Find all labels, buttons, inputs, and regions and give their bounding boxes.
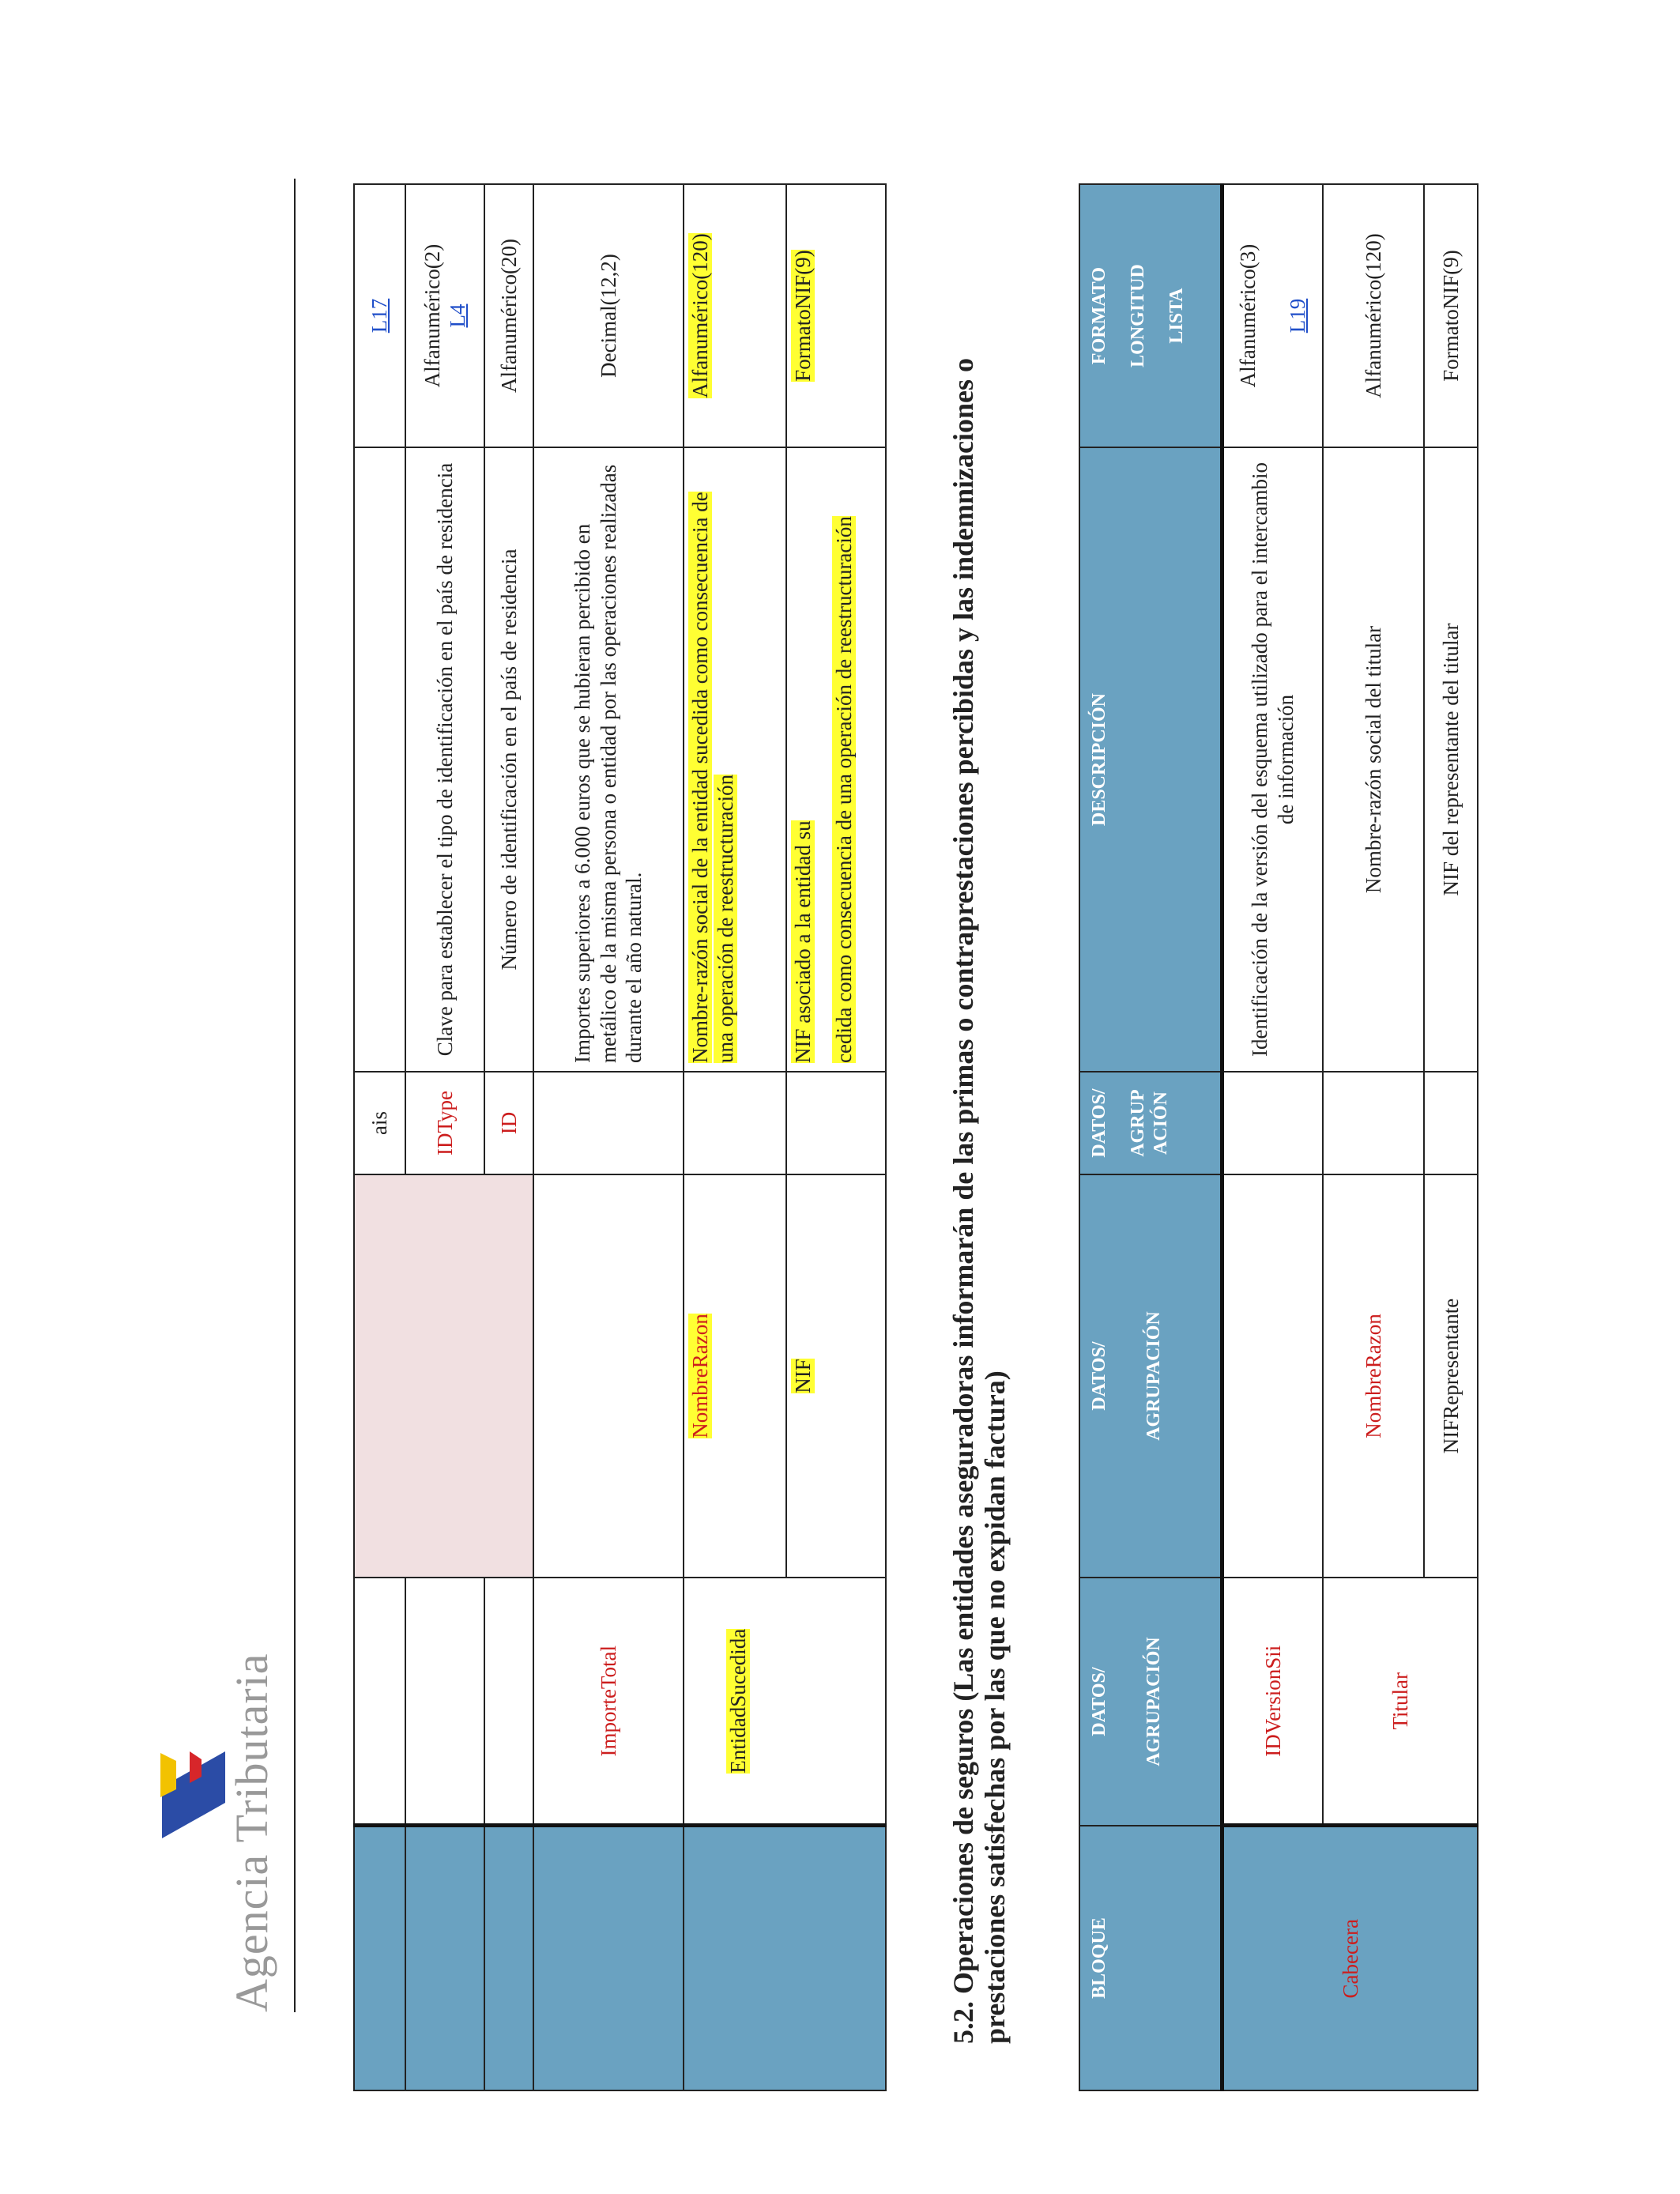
cell-idtype-desc: Clave para establecer el tipo de identificación en el país de residencia: [405, 447, 484, 1072]
continuation-table: [353, 183, 887, 2091]
link-l17[interactable]: L17: [367, 298, 392, 334]
table-row: [1222, 184, 1323, 2090]
agencia-tributaria-logo-icon: [154, 1744, 233, 1846]
table-row: [684, 184, 786, 2090]
cell-id: ID: [484, 1072, 533, 1174]
cell-idversionsii-desc: Identificación de la versión del esquema utilizado para el intercambio de información: [1222, 447, 1323, 1072]
header-datos-3: [1079, 1072, 1222, 1174]
header-formato-line3: LISTA: [1166, 288, 1187, 344]
table-row: [405, 184, 484, 2090]
cell-nombrerazon-titular-format: Alfanumérico(120): [1323, 184, 1424, 447]
cell-nombrerazon-desc: Nombre-razón social de la entidad sucedida como consecuencia de una operación de reestructuración: [688, 492, 738, 1063]
table-row: [354, 184, 405, 2090]
cell-ais: ais: [354, 1072, 405, 1174]
header-divider: [294, 179, 296, 2012]
section-title: 5.2. Operaciones de seguros (Las entidades aseguradoras informarán de las primas o contraprestaciones percibidas y las indemnizaciones o prestaciones satisfechas por las que no expidan factura): [947, 358, 1011, 2044]
cell-entidadsucedida: EntidadSucedida: [725, 1628, 750, 1774]
link-l19[interactable]: L19: [1285, 298, 1309, 334]
cell-nifrepresentante: NIFRepresentante: [1424, 1174, 1478, 1578]
cell-importetotal-format: Decimal(12,2): [533, 184, 684, 447]
table-row: [484, 184, 533, 2090]
cell-nifrepresentante-desc: NIF del representante del titular: [1424, 447, 1478, 1072]
cell-idversionsii: IDVersionSii: [1222, 1578, 1323, 1826]
cell-nif: NIF: [791, 1359, 815, 1393]
header-formato: [1079, 184, 1222, 447]
cell-idtype-format: Alfanumérico(2): [420, 243, 444, 388]
header-datos-2-line2: AGRUPACIÓN: [1143, 1311, 1164, 1441]
header-datos-2: [1079, 1174, 1222, 1578]
cell-nif-desc-2: cedida como consecuencia de una operación de reestructuración: [832, 516, 857, 1063]
header-title: Agencia Tributaria: [226, 1653, 277, 2012]
cell-titular: Titular: [1323, 1578, 1478, 1826]
table-header-row: [1079, 184, 1222, 2090]
header-datos-3-line2: AGRUP: [1127, 1089, 1148, 1157]
link-l4[interactable]: L4: [446, 303, 469, 328]
cell-nombrerazon-titular: NombreRazon: [1323, 1174, 1424, 1578]
header-formato-line1: FORMATO: [1089, 266, 1109, 365]
header-datos-2-line1: DATOS/: [1089, 1341, 1109, 1411]
cell-importetotal-desc: Importes superiores a 6.000 euros que se hubieran percibido en metálico de la misma persona o entidad por las operaciones realizadas durante el año natural.: [533, 447, 684, 1072]
header-datos-1-line2: AGRUPACIÓN: [1143, 1637, 1164, 1766]
cell-nombrerazon-titular-desc: Nombre-razón social del titular: [1323, 447, 1424, 1072]
cell-cabecera: Cabecera: [1222, 1826, 1478, 2090]
header-datos-1: [1079, 1578, 1222, 1826]
cell-nif-desc-1: NIF asociado a la entidad su: [791, 820, 815, 1063]
header-datos-3-line3: ACIÓN: [1150, 1091, 1171, 1155]
operaciones-seguros-table: [1079, 183, 1478, 2091]
cell-nif-format: FormatoNIF(9): [791, 250, 815, 382]
header-bloque: BLOQUE: [1079, 1826, 1222, 2090]
header-formato-line2: LONGITUD: [1127, 264, 1148, 368]
table-row: [1323, 184, 1424, 2090]
cell-nombrerazon-format: Alfanumérico(120): [688, 233, 712, 398]
header-datos-3-line1: DATOS/: [1089, 1088, 1109, 1158]
cell-nifrepresentante-format: FormatoNIF(9): [1424, 184, 1478, 447]
cell-idversionsii-format: Alfanumérico(3): [1236, 243, 1260, 388]
table-row: [533, 184, 684, 2090]
cell-nombrerazon: NombreRazon: [688, 1314, 712, 1438]
cell-idtype: IDType: [405, 1072, 484, 1174]
header-descripcion: DESCRIPCIÓN: [1079, 447, 1222, 1072]
cell-id-format: Alfanumérico(20): [484, 184, 533, 447]
cell-importetotal: ImporteTotal: [533, 1578, 684, 1826]
header-datos-1-line1: DATOS/: [1089, 1667, 1109, 1736]
cell-id-desc: Número de identificación en el país de residencia: [484, 447, 533, 1072]
